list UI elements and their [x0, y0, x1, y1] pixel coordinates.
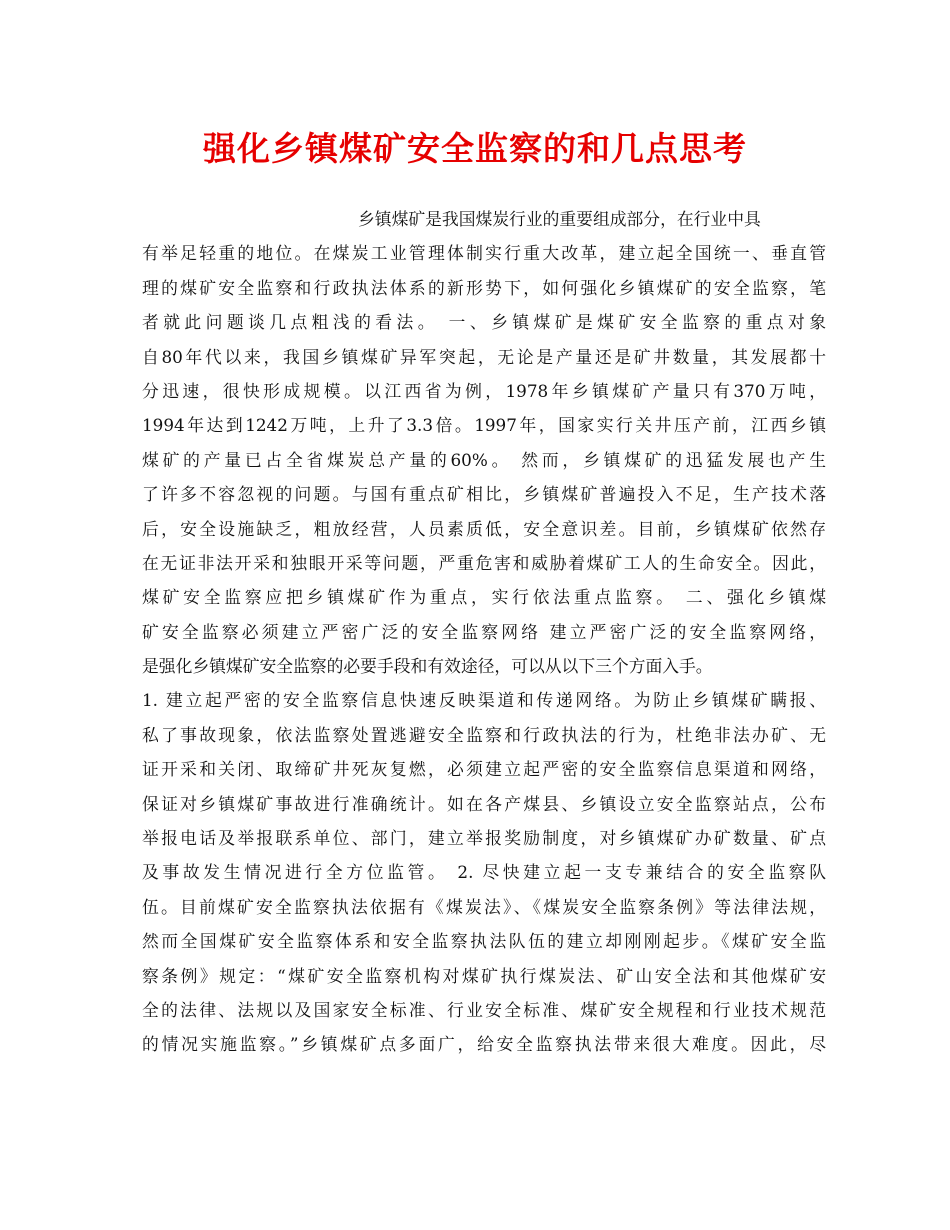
body-line: 私了事故现象，依法监察处置逃避安全监察和行政执法的行为，杜绝非法办矿、无 [142, 724, 826, 745]
body-line: 的情况实施监察。”乡镇煤矿点多面广，给安全监察执法带来很大难度。因此，尽 [142, 1034, 826, 1055]
body-line: 是强化乡镇煤矿安全监察的必要手段和有效途径，可以从以下三个方面入手。 [142, 656, 713, 677]
document-body [142, 202, 826, 1062]
body-line: 察条例》规定：“煤矿安全监察机构对煤矿执行煤炭法、矿山安全法和其他煤矿安 [142, 965, 826, 986]
body-line: 证开采和关闭、取缔矿井死灰复燃，必须建立起严密的安全监察信息渠道和网络， [142, 759, 826, 780]
body-line: 保证对乡镇煤矿事故进行准确统计。如在各产煤县、乡镇设立安全监察站点，公布 [142, 793, 826, 814]
body-line: 分迅速，很快形成规模。以江西省为例，1978年乡镇煤矿产量只有370万吨， [142, 380, 826, 401]
body-line: 然而全国煤矿安全监察体系和安全监察执法队伍的建立却刚刚起步。《煤矿安全监 [142, 931, 826, 952]
body-line: 自80年代以来，我国乡镇煤矿异军突起，无论是产量还是矿井数量，其发展都十 [142, 346, 826, 367]
body-line: 煤矿的产量已占全省煤炭总产量的60%。 然而，乡镇煤矿的迅猛发展也产生 [142, 449, 826, 470]
body-line: 1. 建立起严密的安全监察信息快速反映渠道和传递网络。为防止乡镇煤矿瞒报、 [142, 690, 826, 711]
body-line: 乡镇煤矿是我国煤炭行业的重要组成部分，在行业中具 [358, 209, 761, 229]
body-line: 后，安全设施缺乏，粗放经营，人员素质低，安全意识差。目前，乡镇煤矿依然存 [142, 518, 826, 539]
body-line: 伍。目前煤矿安全监察执法依据有《煤炭法》、《煤炭安全监察条例》等法律法规， [142, 896, 826, 917]
body-line: 及事故发生情况进行全方位监管。 2. 尽快建立起一支专兼结合的安全监察队 [142, 862, 826, 883]
document-title: 强化乡镇煤矿安全监察的和几点思考 [203, 129, 747, 168]
body-line: 在无证非法开采和独眼开采等问题，严重危害和威胁着煤矿工人的生命安全。因此， [142, 552, 826, 573]
body-line: 理的煤矿安全监察和行政执法体系的新形势下，如何强化乡镇煤矿的安全监察，笔 [142, 277, 826, 298]
body-line: 煤矿安全监察应把乡镇煤矿作为重点，实行依法重点监察。 二、强化乡镇煤 [142, 587, 826, 608]
body-line: 全的法律、法规以及国家安全标准、行业安全标准、煤矿安全规程和行业技术规范 [142, 999, 826, 1020]
body-line: 举报电话及举报联系单位、部门，建立举报奖励制度，对乡镇煤矿办矿数量、矿点 [142, 828, 826, 849]
body-line: 了许多不容忽视的问题。与国有重点矿相比，乡镇煤矿普遍投入不足，生产技术落 [142, 484, 826, 505]
body-line: 者就此问题谈几点粗浅的看法。 一、乡镇煤矿是煤矿安全监察的重点对象 [142, 312, 826, 333]
body-line: 1994年达到1242万吨，上升了3.3倍。1997年，国家实行关井压产前，江西乡镇 [142, 415, 826, 436]
body-line: 有举足轻重的地位。在煤炭工业管理体制实行重大改革，建立起全国统一、垂直管 [142, 243, 826, 264]
body-line: 矿安全监察必须建立严密广泛的安全监察网络 建立严密广泛的安全监察网络， [142, 621, 826, 642]
